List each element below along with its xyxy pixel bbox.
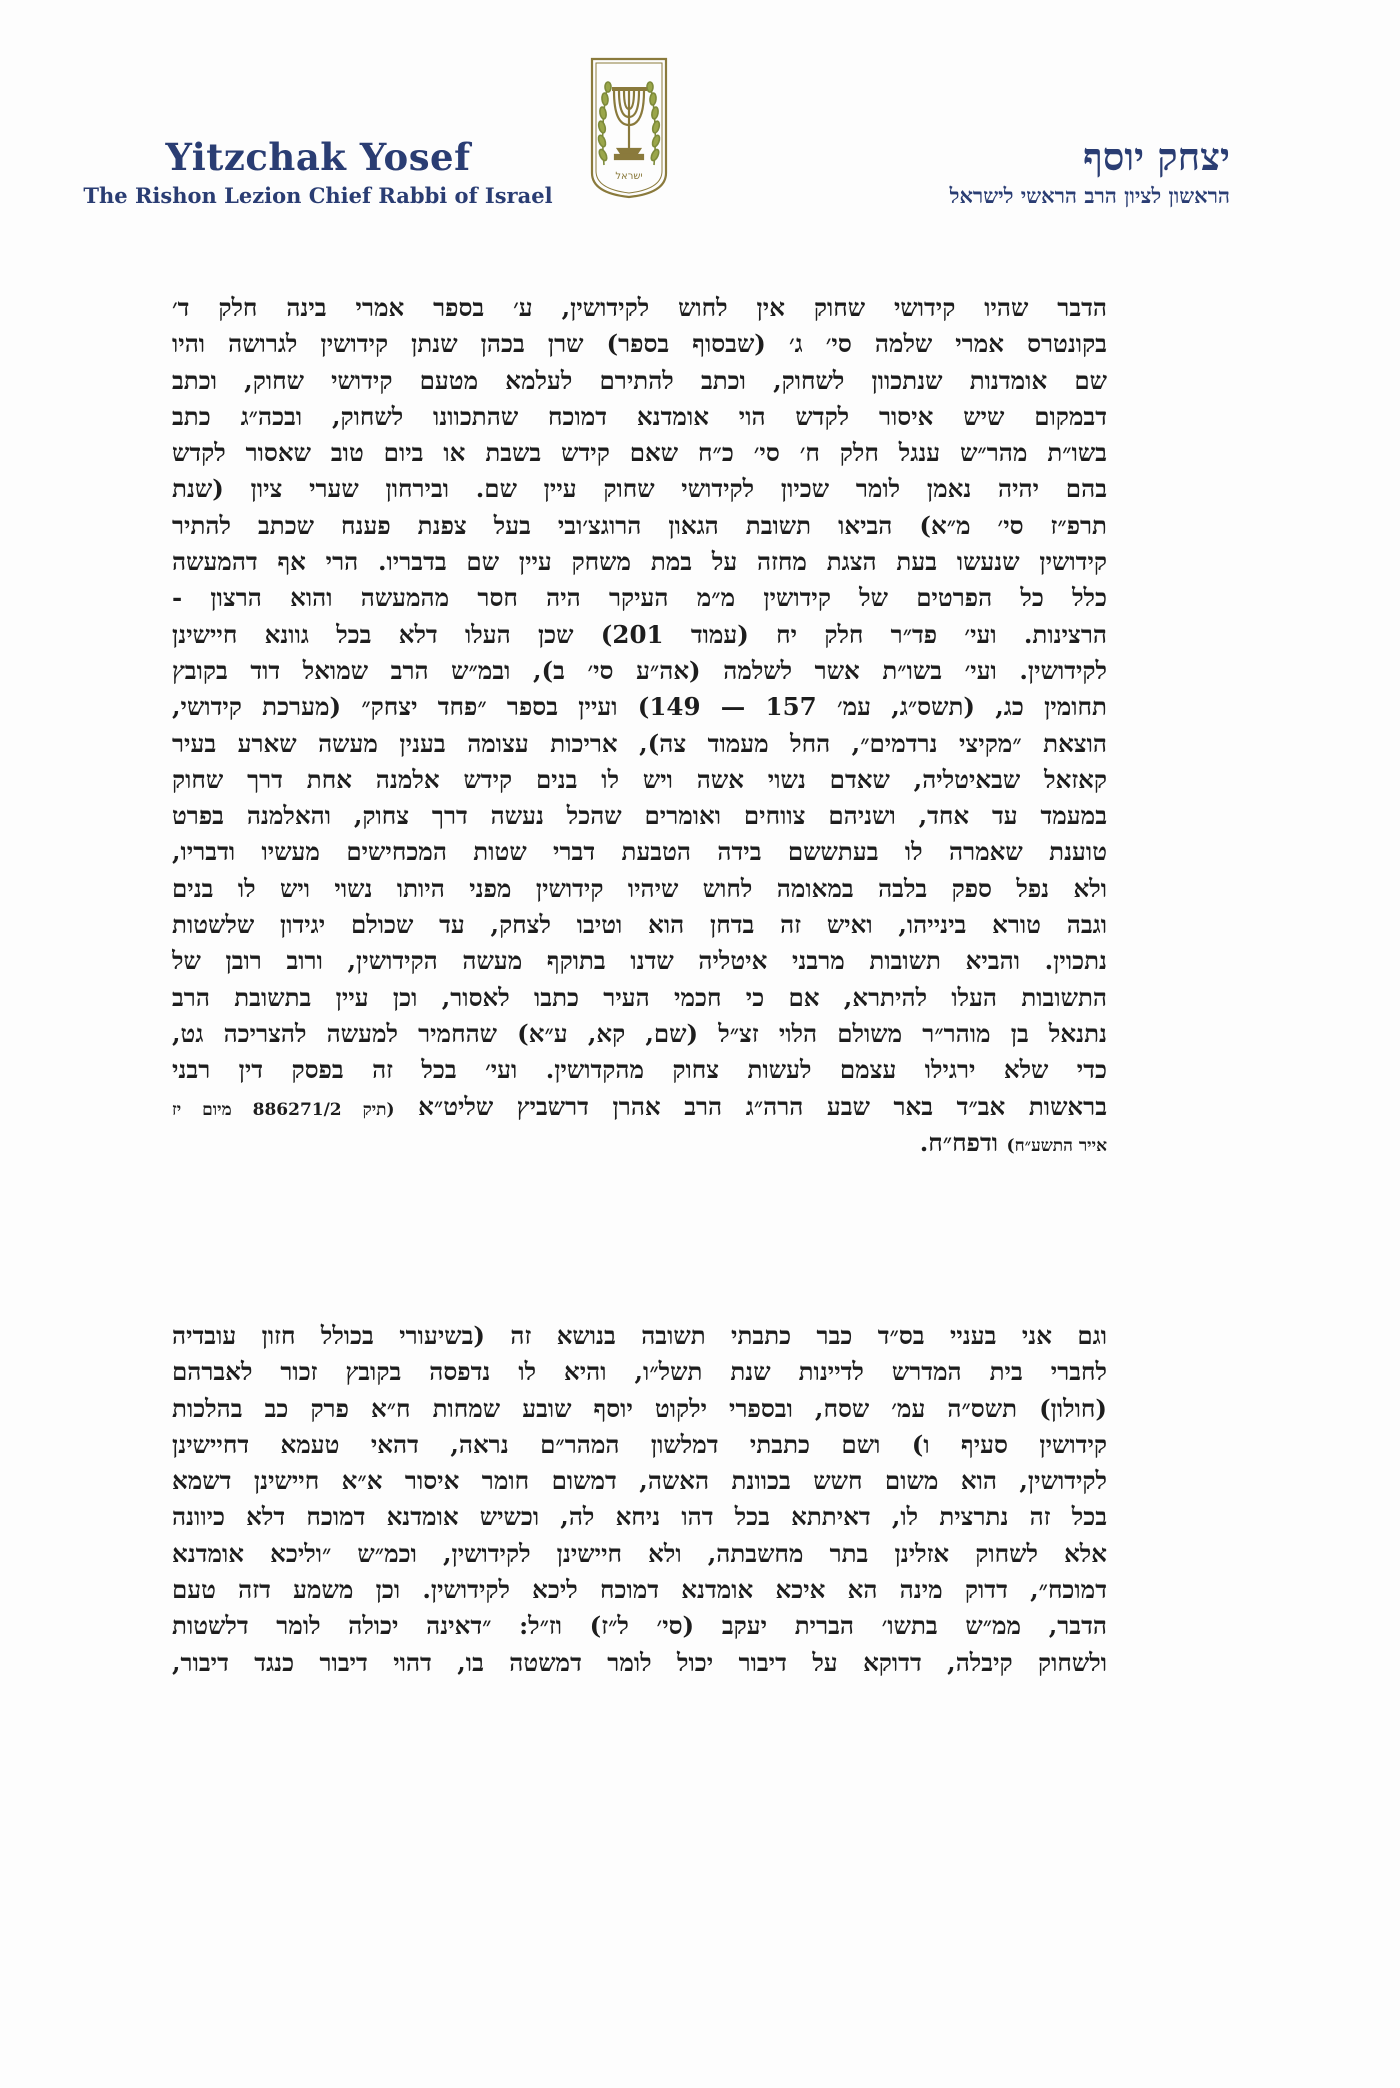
letterhead-hebrew (800, 135, 1230, 211)
text-line: בשו״ת מהר״ש ענגל חלק ח׳ סי׳ כ״ח שאם קידש בשבת או ביום טוב שאסור לקדש (172, 438, 1107, 468)
emblem-caption: ישראל (615, 171, 643, 182)
text-line: הדבר שהיו קידושי שחוק אין לחוש לקידושין, ע׳ בספר אמרי בינה חלק ד׳ (172, 293, 1107, 322)
text-line: ולא נפל ספק בלבה במאומה לחוש שיהיו קידושין מפני היותו נשוי ויש לו בנים (172, 873, 1107, 903)
paragraph-2 (172, 1318, 1107, 1681)
text-line (172, 1125, 1107, 1161)
case-reference: (תיק 886271/2 מיום יז (172, 1099, 395, 1120)
rabbi-name-hebrew: יצחק יוסף (1083, 134, 1230, 179)
text-line: (חולון) תשס״ה עמ׳ שסח, ובספרי ילקוט יוסף שובע שמחות ח״א פרק כב בהלכות (172, 1393, 1107, 1423)
text-line: במעמד עד אחד, ושניהם צווחים ואומרים שהכל נעשה דרך צחוק, והאלמנה בפרט (172, 801, 1107, 831)
text-line: קאזאל שבאיטליה, שאדם נשוי אשה ויש לו בנים קידש אלמנה אחת דרך שחוק (172, 764, 1107, 794)
text-line: תחומין כג, (תשס״ג, עמ׳ 157 — 149) ועיין בספר ״פחד יצחק״ (מערכת קידושי, (172, 692, 1107, 722)
text-line: שם אומדנות שנתכוון לשחוק, וכתב להתירם לעלמא מטעם קידושי שחוק, וכתב (172, 365, 1107, 395)
text-line: הדבר, ממ״ש בתשו׳ הברית יעקב (סי׳ ל״ז) וז״ל: ״דאינה יכולה לומר דלשטות (172, 1611, 1107, 1641)
text-line (172, 1089, 1107, 1125)
letterhead (0, 55, 1400, 230)
text-line: לקידושין, הוא משום חשש בכוונת האשה, דמשום חומר איסור א״א חיישינן דשמא (172, 1466, 1107, 1496)
text-line: כלל כל הפרטים של קידושין מ״מ העיקר היה חסר מהמעשה והוא הרצון - (172, 583, 1107, 613)
text-line: הוצאת ״מקיצי נרדמים״, החל מעמוד צה), אריכות עצומה בענין מעשה שארע בעיר (172, 728, 1107, 758)
case-reference-continued: אייר התשע״ח) (1006, 1135, 1107, 1156)
text-segment: ודפח״ח. (919, 1127, 998, 1157)
text-line: דבמקום שיש איסור לקדש הוי אומדנא דמוכח שהתכוונו לשחוק, ובכה״ג כתב (172, 401, 1107, 431)
text-line: בהם יהיה נאמן לומר שכיון לקידושי שחוק עיין שם. ובירחון שערי ציון (שנת (172, 474, 1107, 504)
text-line: וגם אני בעניי בס״ד כבר כתבתי תשובה בנושא זה (בשיעורי בכולל חזון עובדיה (172, 1321, 1107, 1350)
text-line: בכל זה נתרצית לו, דאיתתא בכל דהו ניחא לה, וכשיש אומדנא דמוכח דלא כיוונה (172, 1502, 1107, 1532)
text-line: תרפ״ז סי׳ מ״א) הביאו תשובת הגאון הרוגצ׳ובי בעל צפנת פענח שכתב להתיר (172, 510, 1107, 540)
text-line: לחברי בית המדרש לדיינות שנת תשל״ו, והיא לו נדפסה בקובץ זכור לאברהם (172, 1357, 1107, 1387)
text-line: ולשחוק קיבלה, דדוקא על דיבור יכול לומר דמשטה בו, דהוי דיבור כנגד דיבור, (172, 1647, 1107, 1677)
text-line: וגבה טורא בינייהו, ואיש זה בדחן הוא וטיבו לצחק, עד שכולם יגידון שלשטות (172, 910, 1107, 940)
menorah-emblem-icon (588, 55, 670, 200)
rabbi-name-english: Yitzchak Yosef (165, 135, 471, 179)
text-line: נתכוין. והביא תשובות מרבני איטליה שדנו בתוקף מעשה הקידושין, ורוב רובן של (172, 946, 1107, 976)
text-line: הרצינות. ועי׳ פד״ר חלק יח (עמוד 201) שכן העלו דלא בכל גוונא חיישינן (172, 619, 1107, 649)
text-line: דמוכח״, דדוק מינה הא איכא אומדנא דמוכח ליכא לקידושין. וכן משמע דזה טעם (172, 1575, 1107, 1605)
text-line: לקידושין. ועי׳ בשו״ת אשר לשלמה (אה״ע סי׳ ב), ובמ״ש הרב שמואל דוד בקובץ (172, 655, 1107, 685)
text-segment: בראשות אב״ד באר שבע הרה״ג הרב אהרן דרשביץ שליט״א (418, 1091, 1107, 1121)
text-line: קידושין שנעשו בעת הצגת מחזה על במת משחק עיין שם בדבריו. הרי אף דהמעשה (172, 547, 1107, 577)
text-line: קידושין סעיף ו) ושם כתבתי דמלשון המהר״ם נראה, דהאי טעמא דחיישינן (172, 1429, 1107, 1459)
letterhead-english (78, 135, 558, 211)
rabbi-title-english: The Rishon Lezion Chief Rabbi of Israel (83, 183, 553, 208)
text-line: אלא לשחוק אזלינן בתר מחשבתה, ולא חיישינן לקידושין, וכמ״ש ״וליכא אומדנא (172, 1538, 1107, 1568)
rabbi-title-hebrew: הראשון לציון הרב הראשי לישראל (949, 183, 1230, 208)
text-line: התשובות העלו להיתרא, אם כי חכמי העיר כתבו לאסור, וכן עיין בתשובת הרב (172, 982, 1107, 1012)
paragraph-1 (172, 290, 1107, 1161)
text-line: כדי שלא ירגילו עצמם לעשות צחוק מהקדושין. ועי׳ בכל זה בפסק דין רבני (172, 1055, 1107, 1085)
text-line: נתנאל בן מוהר״ר משולם הלוי זצ״ל (שם, קא, ע״א) שהחמיר למעשה להצריכה גט, (172, 1018, 1107, 1048)
text-line: בקונטרס אמרי שלמה סי׳ ג׳ (שבסוף בספר) שרן בכהן שנתן קידושין לגרושה והיו (172, 329, 1107, 359)
text-line: טוענת שאמרה לו בעתששם בידה הטבעת דברי שטות המכחישים מעשיו ודבריו, (172, 837, 1107, 867)
